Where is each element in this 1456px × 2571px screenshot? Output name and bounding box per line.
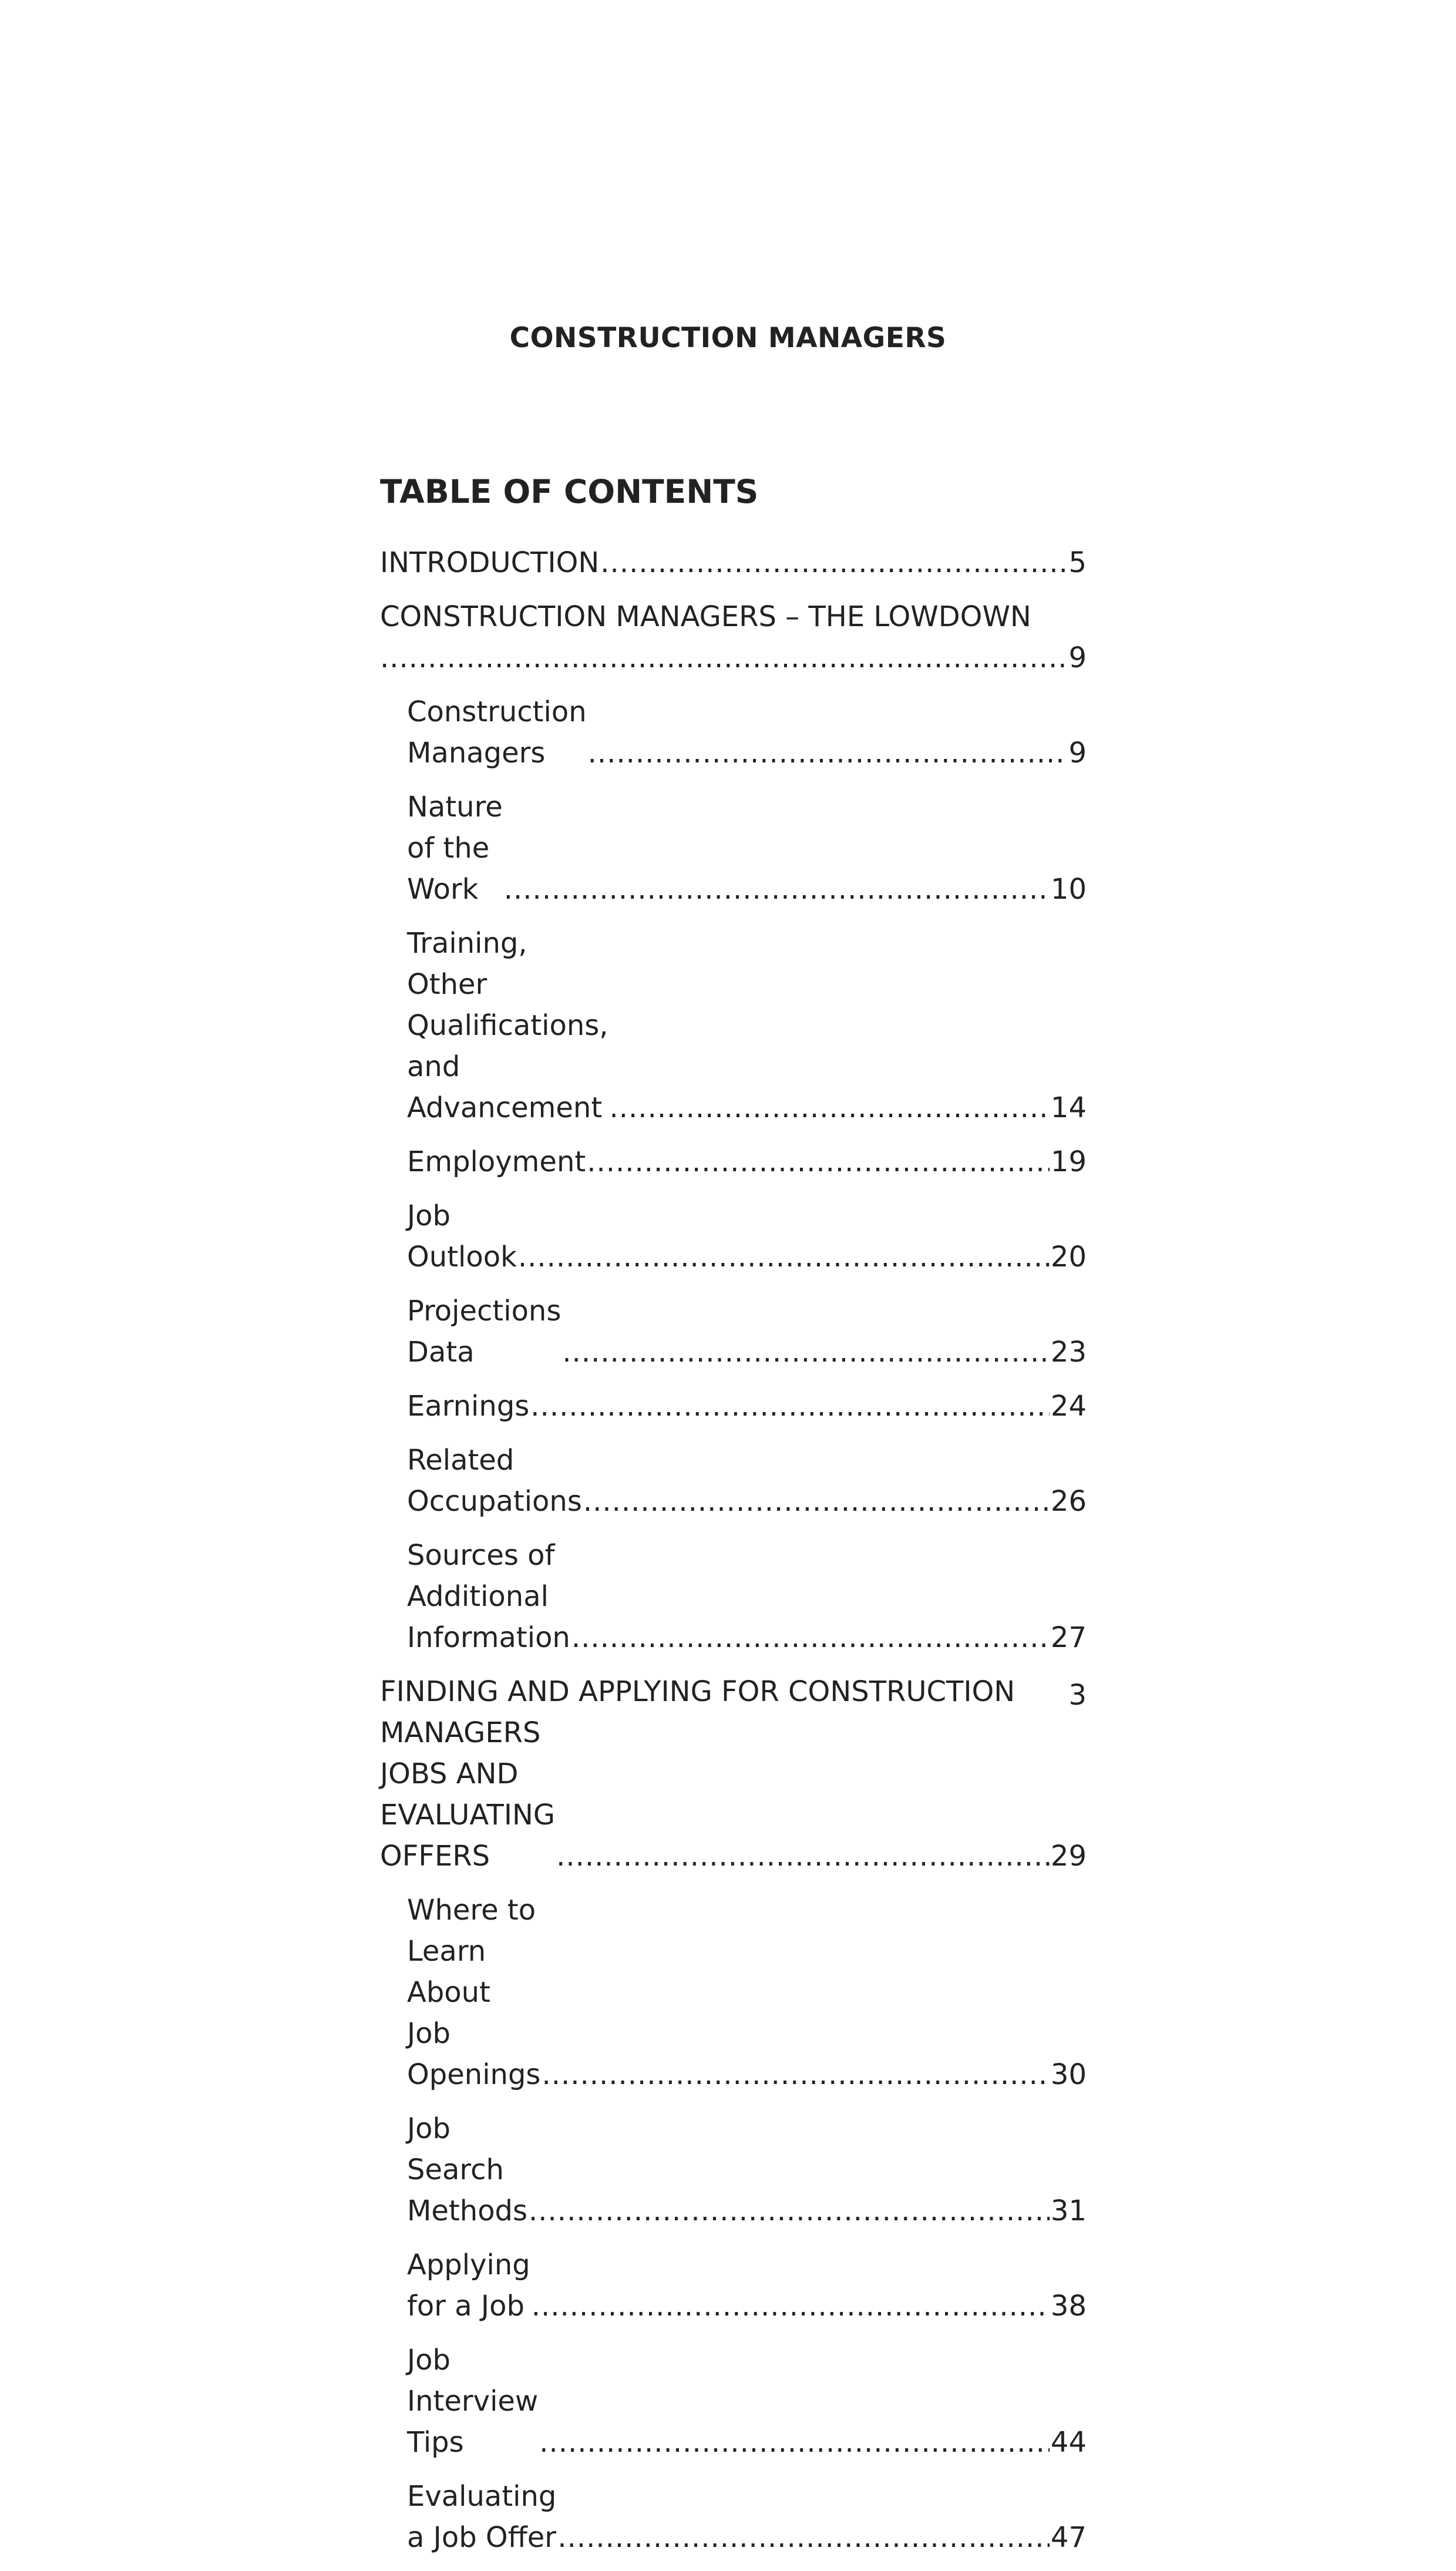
toc-entry-label: Applying for a Job: [407, 2249, 530, 2323]
toc-entry-page: 9: [1068, 641, 1087, 674]
toc-entry-page: 26: [1050, 1485, 1087, 1518]
toc-entry-label: Nature of the Work: [407, 791, 503, 906]
toc-entry-earnings[interactable]: [380, 1386, 1087, 1427]
toc-entry-page: 47: [1050, 2521, 1087, 2554]
toc-entry-page: 30: [1050, 2058, 1087, 2091]
toc-entry-label: Employment: [407, 1145, 586, 1178]
toc-entry-page: 20: [1050, 1241, 1087, 1273]
dot-leader: [600, 542, 1067, 583]
toc-entry-nature-of-work[interactable]: [380, 787, 1087, 910]
toc-entry-page: 19: [1050, 1145, 1087, 1178]
toc-entry-interview-tips[interactable]: [380, 2340, 1087, 2463]
toc-entry-introduction[interactable]: [380, 542, 1087, 583]
toc-entry-projections-data[interactable]: [380, 1290, 1087, 1373]
toc-entry-job-outlook[interactable]: [380, 1195, 1087, 1278]
dot-leader: [530, 1386, 1050, 1427]
running-head: CONSTRUCTION MANAGERS: [509, 322, 947, 354]
toc-entry-label: Sources of Additional Information: [407, 1539, 570, 1654]
dot-leader: [529, 2190, 1050, 2231]
toc-entry-label: Job Interview Tips: [407, 2344, 539, 2459]
toc-entry-page: 24: [1050, 1390, 1087, 1423]
dot-leader: [587, 1141, 1050, 1182]
toc-entry-label: Evaluating a Job Offer: [407, 2480, 557, 2554]
toc-entry-page: 23: [1050, 1336, 1087, 1369]
toc-entry-page: 10: [1050, 873, 1087, 906]
toc-entry-label: Construction Managers: [407, 695, 587, 769]
dot-leader: [588, 732, 1068, 774]
toc-entry-page: 14: [1050, 1091, 1087, 1124]
toc-entry-where-to-learn[interactable]: [380, 1890, 1087, 2095]
page-number: 3: [1068, 1679, 1087, 1712]
toc-entry-construction-managers[interactable]: [380, 691, 1087, 774]
toc-entry-label: Training, Other Qualifications, and Advancement: [407, 927, 608, 1124]
toc-entry-sources[interactable]: [380, 1535, 1087, 1658]
toc-entry-label: Related Occupations: [407, 1444, 582, 1518]
toc-entry-finding-title[interactable]: FINDING AND APPLYING FOR CONSTRUCTION: [380, 1675, 1015, 1708]
toc-entry-job-search-methods[interactable]: [380, 2108, 1087, 2231]
toc-entry-label: INTRODUCTION: [380, 546, 600, 579]
toc-entry-label: MANAGERS JOBS AND EVALUATING OFFERS: [380, 1716, 556, 1873]
toc-title: TABLE OF CONTENTS: [380, 473, 759, 510]
toc-entry-applying[interactable]: [380, 2244, 1087, 2327]
dot-leader: [557, 2517, 1050, 2558]
toc-entry-training[interactable]: [380, 923, 1087, 1128]
toc-entry-page: 5: [1068, 546, 1087, 579]
toc-entry-label: Job Search Methods: [407, 2112, 528, 2227]
toc-entry-page: 27: [1050, 1621, 1087, 1654]
dot-leader: [532, 2286, 1050, 2327]
toc-entry-lowdown-title[interactable]: CONSTRUCTION MANAGERS – THE LOWDOWN: [380, 600, 1031, 633]
dot-leader: [556, 1836, 1050, 1877]
toc-entry-related-occupations[interactable]: [380, 1440, 1087, 1522]
toc-entry-page: 9: [1068, 737, 1087, 769]
dot-leader: [571, 1617, 1050, 1658]
toc-entry-label: Where to Learn About Job Openings: [407, 1894, 541, 2091]
dot-leader: [380, 637, 1067, 678]
dot-leader: [504, 869, 1050, 910]
toc-entry-lowdown[interactable]: [380, 637, 1087, 678]
toc-entry-page: 29: [1050, 1840, 1087, 1873]
toc-entry-employment[interactable]: [380, 1141, 1087, 1182]
table-of-contents: [380, 542, 1087, 2571]
dot-leader: [539, 2422, 1050, 2463]
toc-entry-label: Job Outlook: [407, 1199, 517, 1273]
dot-leader: [562, 1332, 1050, 1373]
toc-entry-evaluating-offer[interactable]: [380, 2476, 1087, 2558]
toc-entry-page: 44: [1050, 2426, 1087, 2459]
toc-entry-page: 38: [1050, 2290, 1087, 2323]
dot-leader: [583, 1481, 1050, 1522]
dot-leader: [518, 1236, 1050, 1278]
toc-entry-page: 31: [1050, 2194, 1087, 2227]
toc-entry-label: Projections Data: [407, 1295, 561, 1369]
toc-entry-label: Earnings: [407, 1390, 530, 1423]
toc-entry-finding[interactable]: [380, 1712, 1087, 1877]
dot-leader: [610, 1087, 1050, 1128]
